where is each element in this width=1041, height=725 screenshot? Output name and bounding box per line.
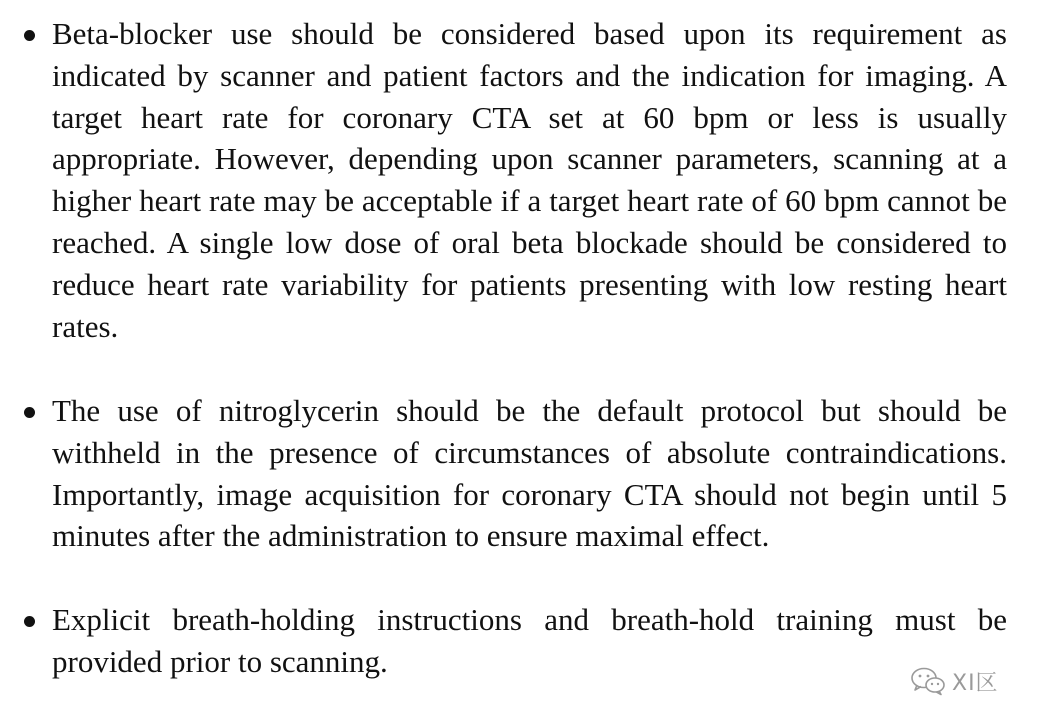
- watermark-label: XI区: [952, 670, 999, 696]
- bullet-icon: [24, 30, 35, 41]
- wechat-icon: [910, 666, 946, 696]
- watermark: [910, 664, 1020, 698]
- list-item-text: Beta-blocker use should be considered based upon its requirement as indicated by scanner and patient factors and the indication for imaging. A target heart rate for coronary CTA set at 60 bpm or less is usually appropriate. However, depending upon scanner parameters, scanning at a higher heart rate may be acceptable if a target heart rate of 60 bpm cannot be reached. A single low dose of oral beta blockade should be considered to reduce heart rate variability for patients presenting with low resting heart rates.: [52, 16, 1007, 344]
- list-item: [52, 390, 1007, 557]
- list-item: [52, 599, 1007, 683]
- list-item-text: The use of nitroglycerin should be the default protocol but should be withheld in the presence of circumstances of absolute contraindications. Importantly, image acquisition for coronary CTA should not begin until 5 minutes after the administration to ensure maximal effect.: [52, 393, 1007, 554]
- list-item-text: Explicit breath-holding instructions and breath-hold training must be provided prior to scanning.: [52, 602, 1007, 679]
- bullet-icon: [24, 407, 35, 418]
- list-item: [52, 13, 1007, 347]
- bullet-icon: [24, 616, 35, 627]
